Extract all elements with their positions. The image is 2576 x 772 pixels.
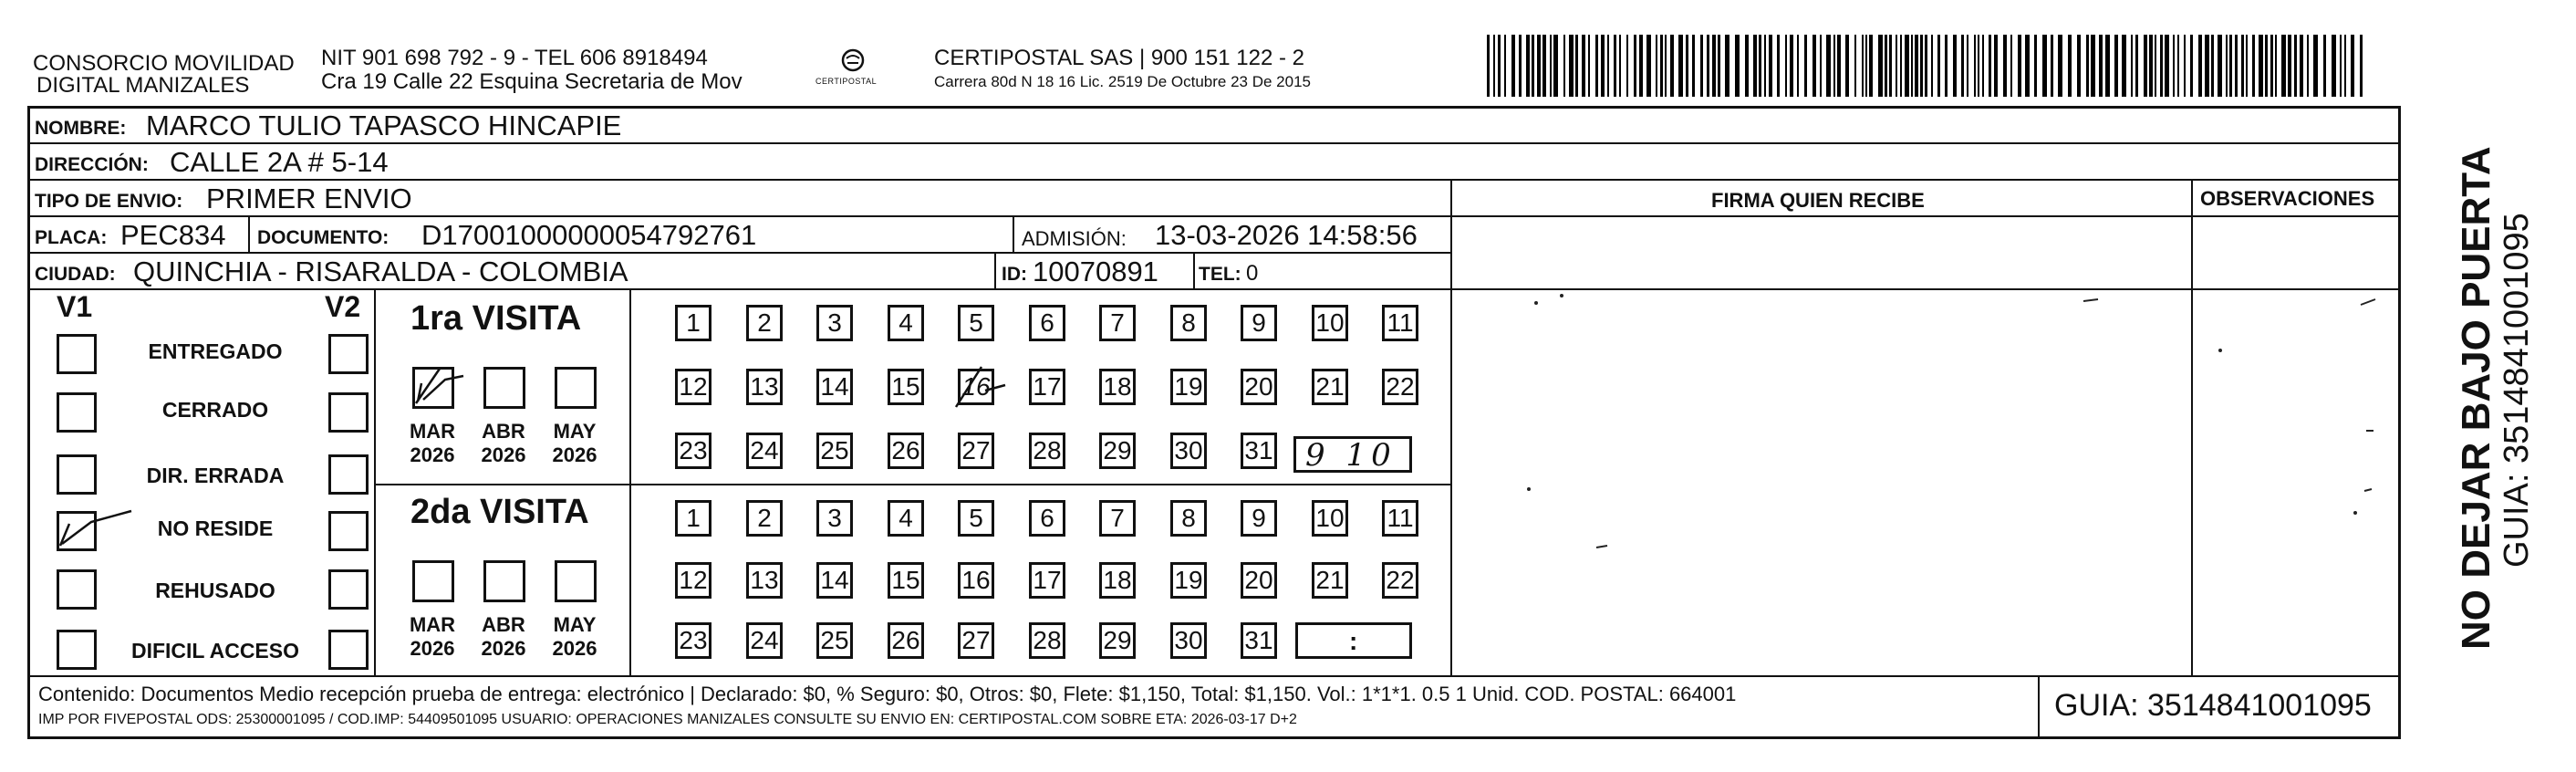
side-instruction: NO DEJAR BAJO PUERTA <box>2454 146 2498 650</box>
tipo-envio-value: PRIMER ENVIO <box>206 183 412 214</box>
status-option-entregado: ENTREGADO <box>148 339 283 363</box>
visit2-day-11[interactable]: 11 <box>1382 500 1418 537</box>
id-value: 10070891 <box>1033 256 1158 287</box>
visit2-month-label-mar: MAR <box>409 613 456 636</box>
visit2-day-24[interactable]: 24 <box>746 622 783 659</box>
id-label: ID: <box>1002 264 1027 285</box>
visit2-day-31[interactable]: 31 <box>1241 622 1277 659</box>
visit1-day-10[interactable]: 10 <box>1312 305 1348 341</box>
footer-guia: GUIA: 3514841001095 <box>2054 688 2372 723</box>
barcode-icon <box>1487 35 2363 97</box>
visit2-day-2[interactable]: 2 <box>746 500 783 537</box>
visit2-day-25[interactable]: 25 <box>816 622 853 659</box>
certipostal-logo-text: CERTIPOSTAL <box>815 77 878 86</box>
visit1-day-6[interactable]: 6 <box>1029 305 1065 341</box>
visit1-day-19[interactable]: 19 <box>1170 369 1207 405</box>
visit2-day-18[interactable]: 18 <box>1099 562 1136 599</box>
visit2-day-20[interactable]: 20 <box>1241 562 1277 599</box>
visit2-day-3[interactable]: 3 <box>816 500 853 537</box>
address-line: Cra 19 Calle 22 Esquina Secretaria de Mov <box>321 69 743 94</box>
visit1-year-label-may: 2026 <box>552 443 597 466</box>
visit1-day-8[interactable]: 8 <box>1170 305 1207 341</box>
visit1-month-label-mar: MAR <box>409 420 456 443</box>
visit1-day-22[interactable]: 22 <box>1382 369 1418 405</box>
visit1-day-12[interactable]: 12 <box>675 369 712 405</box>
barcode <box>1487 35 2363 97</box>
visit1-day-29[interactable]: 29 <box>1099 433 1136 469</box>
visit1-day-30[interactable]: 30 <box>1170 433 1207 469</box>
tel-label: TEL: <box>1199 264 1241 285</box>
visit2-month-checkbox-abr[interactable] <box>483 560 525 602</box>
placa-label: PLACA: <box>35 227 108 248</box>
visit1-day-28[interactable]: 28 <box>1029 433 1065 469</box>
v2-label: V2 <box>325 290 361 323</box>
visit1-year-label-abr: 2026 <box>481 443 526 466</box>
visit1-day-21[interactable]: 21 <box>1312 369 1348 405</box>
nit-line: NIT 901 698 792 - 9 - TEL 606 8918494 <box>321 46 708 70</box>
visit1-day-4[interactable]: 4 <box>888 305 924 341</box>
visit2-day-23[interactable]: 23 <box>675 622 712 659</box>
footer-line2: IMP POR FIVEPOSTAL ODS: 25300001095 / COD.IMP: 54409501095 USUARIO: OPERACIONES MANIZALES CONSULTE SU ENVIO EN: CERTIPOSTAL.COM SOBRE ETA: 2026-03-17 D+2 <box>38 712 1297 727</box>
ciudad-label: CIUDAD: <box>35 264 116 285</box>
observaciones-header: OBSERVACIONES <box>2200 187 2375 210</box>
tel-value: 0 <box>1246 261 1259 286</box>
visit1-day-20[interactable]: 20 <box>1241 369 1277 405</box>
scan-marks <box>1452 215 2401 675</box>
visit2-day-29[interactable]: 29 <box>1099 622 1136 659</box>
visit1-day-9[interactable]: 9 <box>1241 305 1277 341</box>
visit1-day-3[interactable]: 3 <box>816 305 853 341</box>
visit2-year-label-abr: 2026 <box>481 637 526 660</box>
visit2-day-26[interactable]: 26 <box>888 622 924 659</box>
v1-checkbox-cerrado[interactable] <box>57 392 97 433</box>
visit2-day-9[interactable]: 9 <box>1241 500 1277 537</box>
visit2-day-12[interactable]: 12 <box>675 562 712 599</box>
visit1-day-17[interactable]: 17 <box>1029 369 1065 405</box>
visit1-day-14[interactable]: 14 <box>816 369 853 405</box>
documento-value: D17001000000054792761 <box>421 219 757 251</box>
visit2-month-checkbox-may[interactable] <box>555 560 597 602</box>
visit1-day-18[interactable]: 18 <box>1099 369 1136 405</box>
side-guia: GUIA: 3514841001095 <box>2498 213 2536 568</box>
v1-checkbox-dificil-acceso[interactable] <box>57 630 97 670</box>
certipostal-logo <box>812 42 894 97</box>
consortium-name-line1: CONSORCIO MOVILIDAD <box>33 51 295 76</box>
courier-line1: CERTIPOSTAL SAS | 900 151 122 - 2 <box>934 46 1304 70</box>
status-option-rehusado: REHUSADO <box>155 579 275 602</box>
visit1-month-label-abr: ABR <box>482 420 525 443</box>
visit1-day-15[interactable]: 15 <box>888 369 924 405</box>
v2-checkbox-dificil-acceso[interactable] <box>328 630 369 670</box>
visit1-day-31[interactable]: 31 <box>1241 433 1277 469</box>
admision-value: 13-03-2026 14:58:56 <box>1155 219 1418 251</box>
visit2-day-10[interactable]: 10 <box>1312 500 1348 537</box>
visit1-day-7[interactable]: 7 <box>1099 305 1136 341</box>
visit1-title: 1ra VISITA <box>410 299 582 338</box>
visit2-day-30[interactable]: 30 <box>1170 622 1207 659</box>
ciudad-value: QUINCHIA - RISARALDA - COLOMBIA <box>133 256 628 287</box>
visit2-year-label-may: 2026 <box>552 637 597 660</box>
visit2-time-box[interactable] <box>1295 622 1412 659</box>
visit2-day-14[interactable]: 14 <box>816 562 853 599</box>
certipostal-logo-icon <box>812 42 894 97</box>
direccion-label: DIRECCIÓN: <box>35 154 149 175</box>
v2-checkbox-cerrado[interactable] <box>328 392 369 433</box>
visit2-year-label-mar: 2026 <box>410 637 455 660</box>
visit1-time-box[interactable] <box>1293 436 1412 473</box>
visit1-month-label-may: MAY <box>553 420 597 443</box>
visit1-year-label-mar: 2026 <box>410 443 455 466</box>
visit2-day-22[interactable]: 22 <box>1382 562 1418 599</box>
v2-checkbox-entregado[interactable] <box>328 334 369 374</box>
visit1-day-25[interactable]: 25 <box>816 433 853 469</box>
documento-label: DOCUMENTO: <box>257 227 390 248</box>
visit2-day-19[interactable]: 19 <box>1170 562 1207 599</box>
v2-checkbox-dir-errada[interactable] <box>328 454 369 495</box>
status-option-dificil-acceso: DIFICIL ACCESO <box>130 639 299 662</box>
visit1-month-checkmark-icon <box>412 363 485 409</box>
visit2-day-21[interactable]: 21 <box>1312 562 1348 599</box>
visit1-day-2[interactable]: 2 <box>746 305 783 341</box>
visit2-title: 2da VISITA <box>410 493 589 531</box>
visit2-day-1[interactable]: 1 <box>675 500 712 537</box>
nombre-label: NOMBRE: <box>35 118 127 139</box>
nombre-value: MARCO TULIO TAPASCO HINCAPIE <box>146 110 622 141</box>
status-option-no-reside: NO RESIDE <box>157 516 274 540</box>
visit1-day-23[interactable]: 23 <box>675 433 712 469</box>
visit1-day-16[interactable]: 16 <box>958 369 994 405</box>
visit1-day-27[interactable]: 27 <box>958 433 994 469</box>
visit1-month-checkbox-may[interactable] <box>555 367 597 409</box>
visit2-day-13[interactable]: 13 <box>746 562 783 599</box>
status-option-cerrado: CERRADO <box>161 398 269 422</box>
admision-label: ADMISIÓN: <box>1022 227 1127 250</box>
visit2-month-label-abr: ABR <box>482 613 525 636</box>
visit2-month-checkbox-mar[interactable] <box>412 560 454 602</box>
visit1-day-13[interactable]: 13 <box>746 369 783 405</box>
visit1-day16-mark-icon <box>949 363 1013 412</box>
visit2-day-28[interactable]: 28 <box>1029 622 1065 659</box>
status-option-dir-errada: DIR. ERRADA <box>146 464 285 487</box>
firma-header: FIRMA QUIEN RECIBE <box>1711 189 1925 212</box>
visit1-time-value: 9 10 <box>1305 437 1397 474</box>
v1-checkmark-icon <box>55 507 137 553</box>
visit2-day-27[interactable]: 27 <box>958 622 994 659</box>
v1-label: V1 <box>57 290 93 323</box>
visit2-day-15[interactable]: 15 <box>888 562 924 599</box>
footer-line1: Contenido: Documentos Medio recepción prueba de entrega: electrónico | Declarado: $0, % Seguro: $0, Otros: $0, Flete: $1,150, Total: $1,150. Vol.: 1*1*1. 0.5 1 Unid. COD. POSTAL: 664001 <box>38 683 1737 705</box>
visit2-day-16[interactable]: 16 <box>958 562 994 599</box>
visit2-day-5[interactable]: 5 <box>958 500 994 537</box>
visit2-day-17[interactable]: 17 <box>1029 562 1065 599</box>
v1-checkbox-dir-errada[interactable] <box>57 454 97 495</box>
visit1-month-checkbox-abr[interactable] <box>483 367 525 409</box>
visit1-day-5[interactable]: 5 <box>958 305 994 341</box>
visit2-day-6[interactable]: 6 <box>1029 500 1065 537</box>
visit2-day-8[interactable]: 8 <box>1170 500 1207 537</box>
side-guia-wrap <box>2463 120 2536 577</box>
visit2-day-4[interactable]: 4 <box>888 500 924 537</box>
visit2-day-7[interactable]: 7 <box>1099 500 1136 537</box>
visit1-day-24[interactable]: 24 <box>746 433 783 469</box>
visit1-day-1[interactable]: 1 <box>675 305 712 341</box>
direccion-value: CALLE 2A # 5-14 <box>170 146 389 178</box>
v2-checkbox-rehusado[interactable] <box>328 569 369 610</box>
visit2-time-placeholder: : <box>1349 627 1358 655</box>
visit2-month-label-may: MAY <box>553 613 597 636</box>
visit1-day-11[interactable]: 11 <box>1382 305 1418 341</box>
visit1-day-26[interactable]: 26 <box>888 433 924 469</box>
consortium-name-line2: DIGITAL MANIZALES <box>36 73 250 98</box>
placa-value: PEC834 <box>120 219 226 251</box>
tipo-envio-label: TIPO DE ENVIO: <box>35 191 183 212</box>
v1-checkbox-rehusado[interactable] <box>57 569 97 610</box>
v1-checkbox-entregado[interactable] <box>57 334 97 374</box>
v2-checkbox-no-reside[interactable] <box>328 511 369 551</box>
courier-line2: Carrera 80d N 18 16 Lic. 2519 De Octubre 23 De 2015 <box>934 73 1311 90</box>
side-instruction-wrap <box>2414 120 2498 650</box>
